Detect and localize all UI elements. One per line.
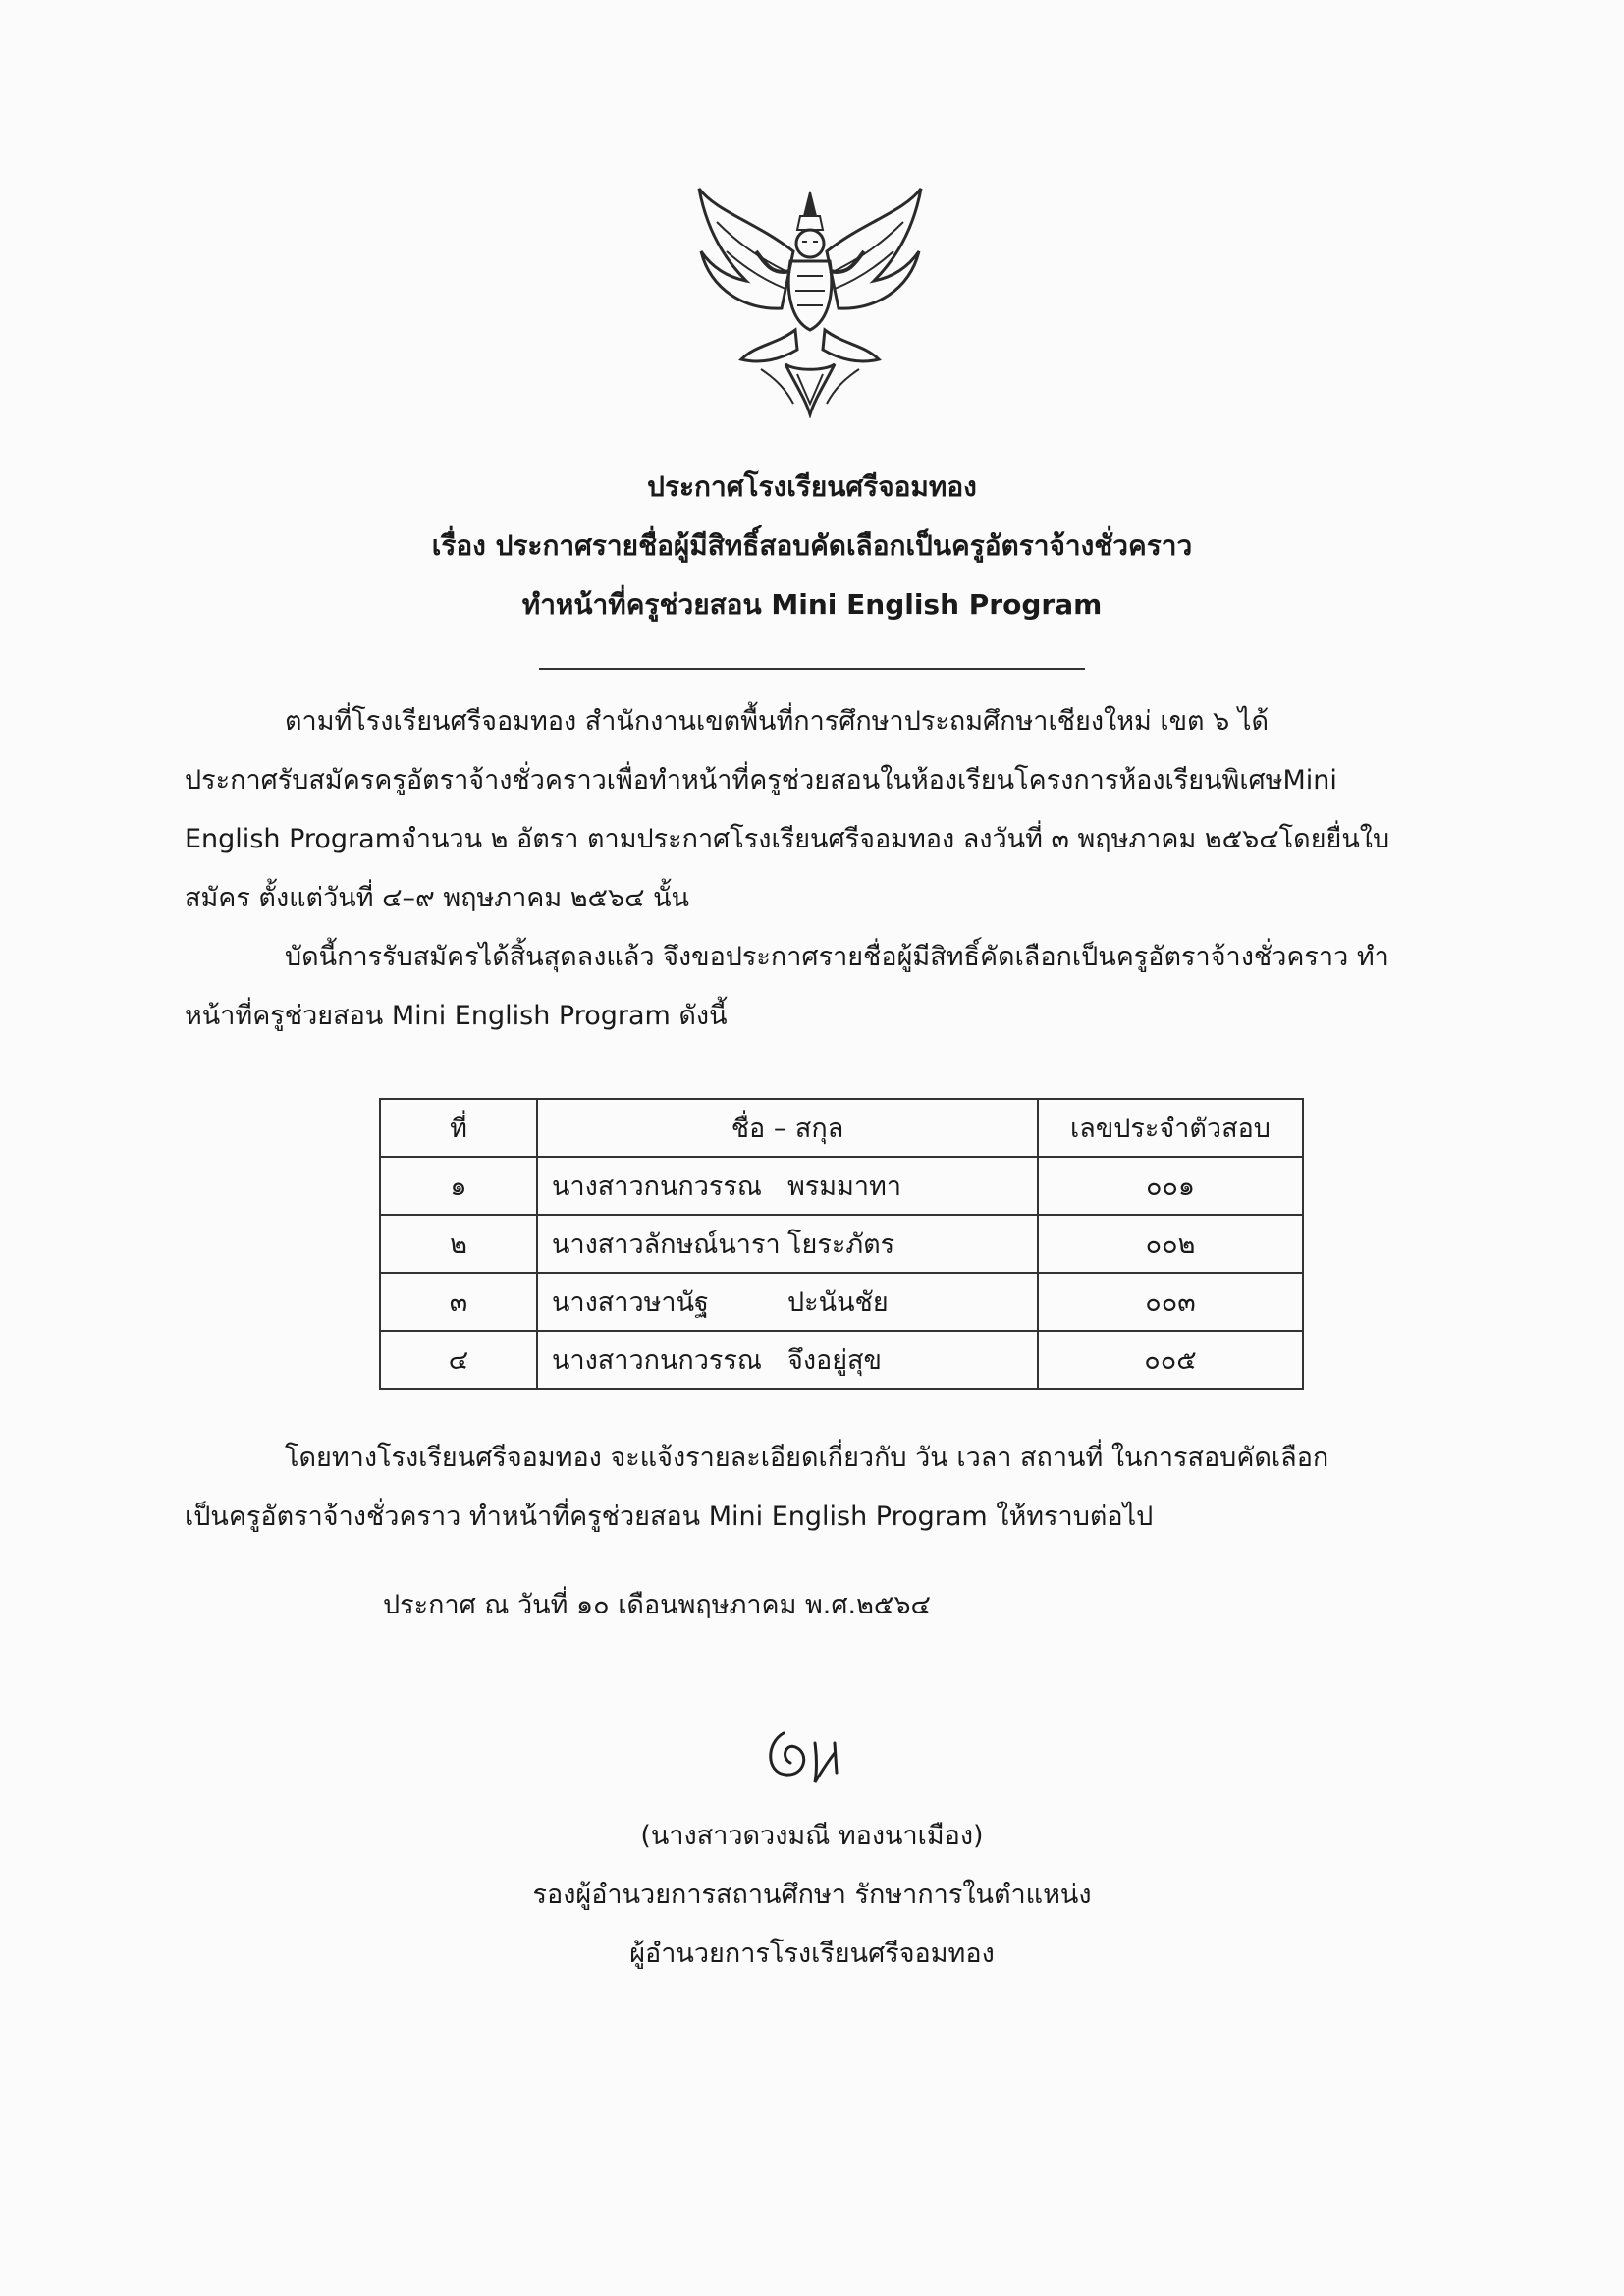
garuda-emblem-icon	[687, 183, 933, 418]
paragraph-1-line-1: ตามที่โรงเรียนศรีจอมทอง สำนักงานเขตพื้นที่การศึกษาประถมศึกษาเชียงใหม่ เขต ๖ ได้	[285, 706, 1270, 737]
table-row	[380, 1273, 1303, 1331]
paragraph-1-line-3: English Programจำนวน ๒ อัตรา ตามประกาศโรงเรียนศรีจอมทอง ลงวันที่ ๓ พฤษภาคม ๒๕๖๔โดยยื่นใบ	[185, 824, 1390, 854]
paragraph-1-line-4: สมัคร ตั้งแต่วันที่ ๔–๙ พฤษภาคม ๒๕๖๔ นั้น	[185, 883, 690, 913]
table-row	[380, 1215, 1303, 1273]
announcement-subject-line2: ทำหน้าที่ครูช่วยสอน Mini English Program	[521, 588, 1103, 621]
exam-id: ๐๐๒	[1038, 1215, 1303, 1273]
candidate-name	[537, 1273, 1038, 1331]
column-header-exam-id: เลขประจำตัวสอบ	[1038, 1099, 1303, 1157]
signatory-position-line-1: รองผู้อำนวยการสถานศึกษา รักษาการในตำแหน่ง	[532, 1880, 1092, 1910]
handwritten-signature	[756, 1714, 874, 1792]
first-name: นางสาวลักษณ์นารา	[552, 1230, 781, 1260]
last-name: ปะนันชัย	[787, 1287, 889, 1318]
first-name: นางสาวกนกวรรณ	[552, 1345, 762, 1376]
candidate-name	[537, 1215, 1038, 1273]
column-header-name: ชื่อ – สกุล	[537, 1099, 1038, 1157]
candidate-table	[379, 1098, 1304, 1390]
title-divider	[539, 668, 1085, 670]
last-name: พรมมาทา	[787, 1172, 902, 1202]
row-number: ๒	[380, 1215, 537, 1273]
exam-id: ๐๐๕	[1038, 1331, 1303, 1389]
exam-id: ๐๐๑	[1038, 1157, 1303, 1215]
column-header-number: ที่	[380, 1099, 537, 1157]
paragraph-3-line-2: เป็นครูอัตราจ้างชั่วคราว ทำหน้าที่ครูช่วยสอน Mini English Program ให้ทราบต่อไป	[185, 1502, 1154, 1532]
paragraph-2-line-1: บัดนี้การรับสมัครได้สิ้นสุดลงแล้ว จึงขอประกาศรายชื่อผู้มีสิทธิ์คัดเลือกเป็นครูอัตราจ้างชั่วคราว ทำ	[285, 942, 1389, 972]
signatory-position-line-2: ผู้อำนวยการโรงเรียนศรีจอมทอง	[629, 1939, 995, 1969]
row-number: ๑	[380, 1157, 537, 1215]
paragraph-3-line-1: โดยทางโรงเรียนศรีจอมทอง จะแจ้งรายละเอียดเกี่ยวกับ วัน เวลา สถานที่ ในการสอบคัดเลือก	[285, 1443, 1329, 1473]
table-row	[380, 1157, 1303, 1215]
row-number: ๓	[380, 1273, 537, 1331]
announcement-subject: เรื่อง ประกาศรายชื่อผู้มีสิทธิ์สอบคัดเลือกเป็นครูอัตราจ้างชั่วคราว	[431, 529, 1193, 562]
announcement-title: ประกาศโรงเรียนศรีจอมทอง	[647, 470, 977, 503]
first-name: นางสาวกนกวรรณ	[552, 1172, 762, 1202]
exam-id: ๐๐๓	[1038, 1273, 1303, 1331]
row-number: ๔	[380, 1331, 537, 1389]
table-header-row	[380, 1099, 1303, 1157]
last-name: จึงอยู่สุข	[787, 1345, 882, 1376]
signatory-name: (นางสาวดวงมณี ทองนาเมือง)	[640, 1821, 984, 1851]
candidate-name	[537, 1157, 1038, 1215]
paragraph-2-line-2: หน้าที่ครูช่วยสอน Mini English Program ดังนี้	[185, 1001, 728, 1031]
paragraph-1-line-2: ประกาศรับสมัครครูอัตราจ้างชั่วคราวเพื่อทำหน้าที่ครูช่วยสอนในห้องเรียนโครงการห้องเรียนพิเศษMini	[185, 765, 1337, 795]
table-row	[380, 1331, 1303, 1389]
announcement-date: ประกาศ ณ วันที่ ๑๐ เดือนพฤษภาคม พ.ศ.๒๕๖๔	[383, 1590, 931, 1620]
first-name: นางสาวษานัฐ	[552, 1287, 709, 1318]
last-name: โยระภัตร	[787, 1230, 895, 1260]
candidate-name	[537, 1331, 1038, 1389]
